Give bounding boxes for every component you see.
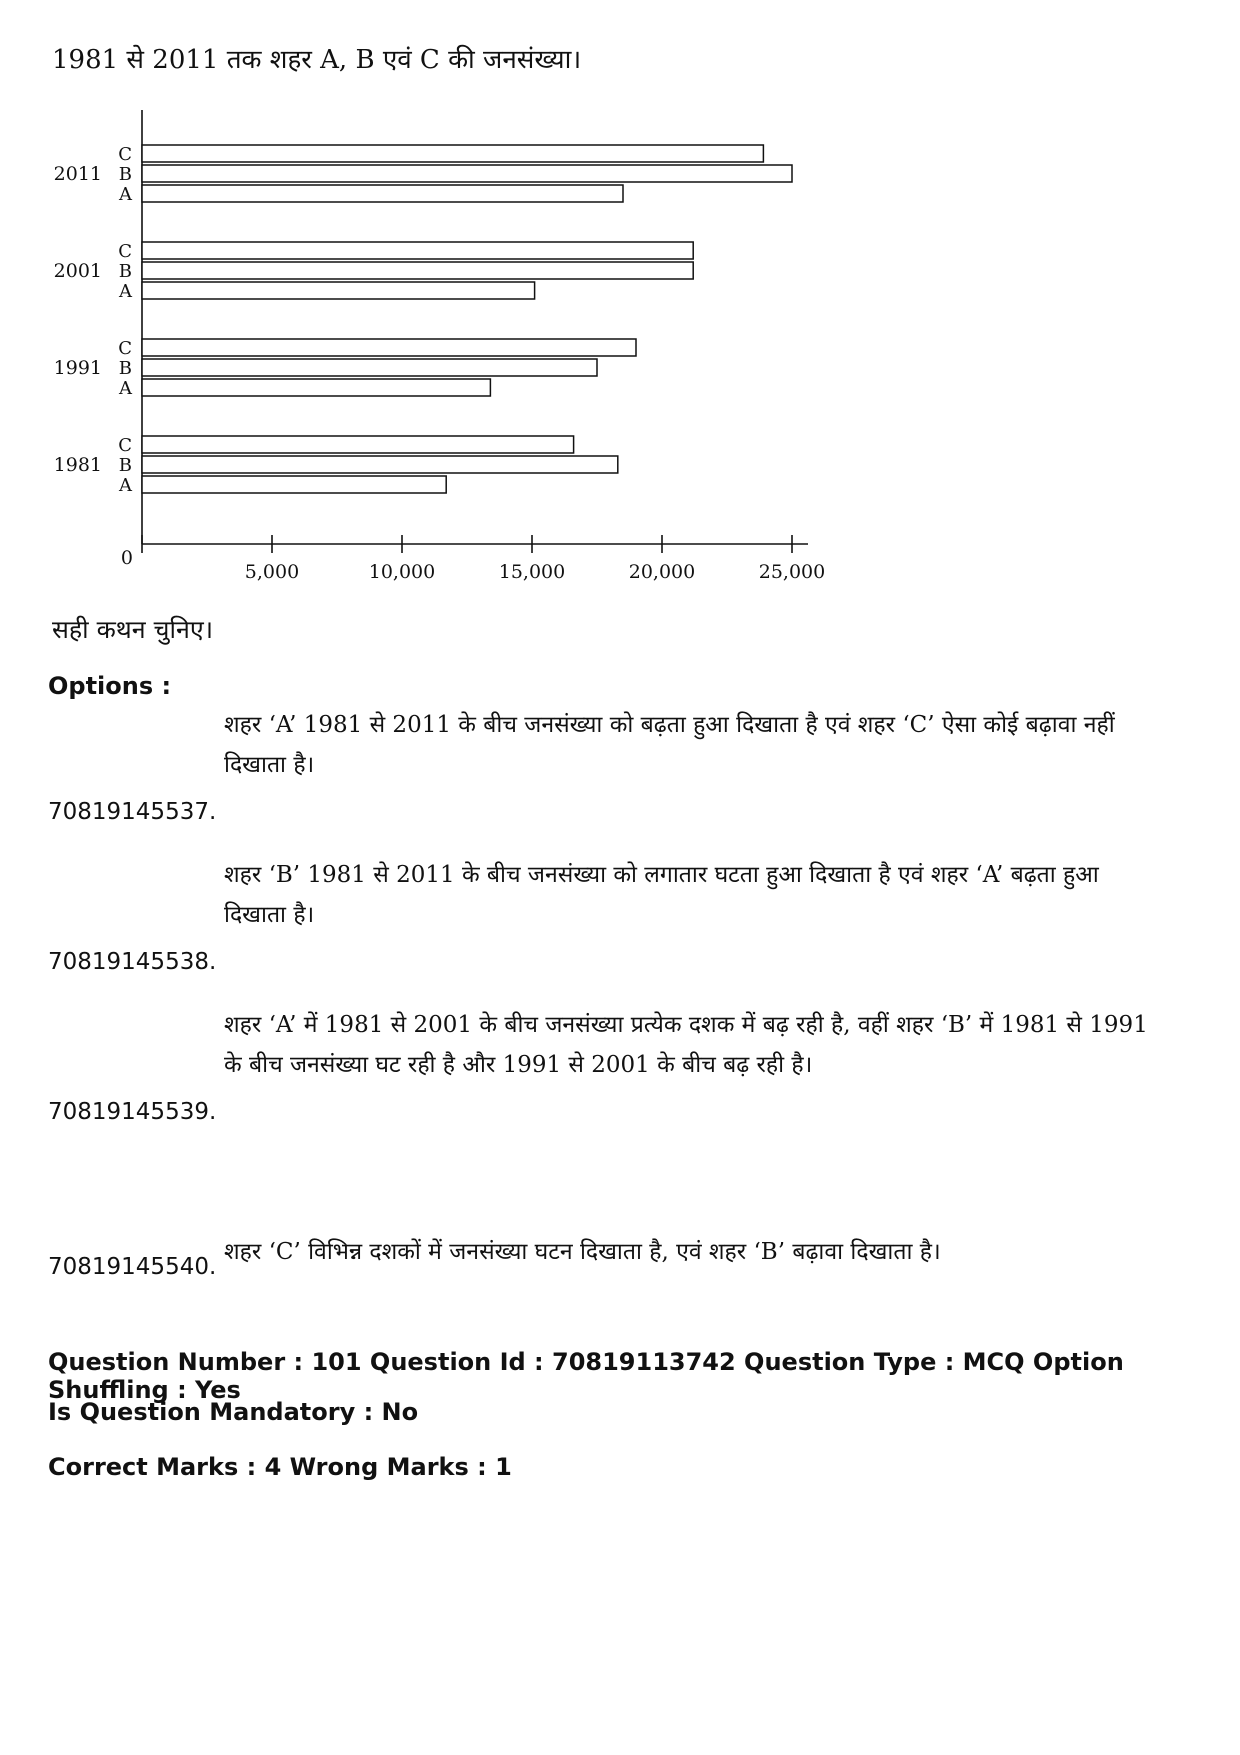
series-label: C xyxy=(118,338,132,359)
x-tick-label: 15,000 xyxy=(498,561,566,583)
option-id: 70819145539. xyxy=(48,1099,217,1125)
bar xyxy=(142,242,693,259)
bar xyxy=(142,282,535,299)
series-label: A xyxy=(119,378,132,399)
option-3[interactable] xyxy=(48,1005,1168,1125)
option-text: शहर ‘A’ 1981 से 2011 के बीच जनसंख्या को बढ़ता हुआ दिखाता है एवं शहर ‘C’ ऐसा कोई बढ़ावा नहीं दिखाता है। xyxy=(224,712,1115,778)
bar xyxy=(142,359,597,376)
x-tick-label: 10,000 xyxy=(368,561,436,583)
group-label: 1981 xyxy=(53,454,102,476)
series-label: B xyxy=(118,261,132,282)
bar xyxy=(142,145,763,162)
bar xyxy=(142,262,693,279)
chart-svg xyxy=(40,100,860,600)
option-1[interactable] xyxy=(48,705,1168,825)
population-bar-chart xyxy=(40,100,860,605)
x-tick-label: 0 xyxy=(120,547,133,569)
bar xyxy=(142,339,636,356)
option-text: शहर ‘B’ 1981 से 2011 के बीच जनसंख्या को लगातार घटता हुआ दिखाता है एवं शहर ‘A’ बढ़ता हुआ दिखाता है। xyxy=(224,862,1099,928)
marks-line: Correct Marks : 4 Wrong Marks : 1 xyxy=(48,1453,512,1481)
option-text: शहर ‘A’ में 1981 से 2001 के बीच जनसंख्या प्रत्येक दशक में बढ़ रही है, वहीं शहर ‘B’ में 1981 से 1991 के बीच जनसंख्या घट रही है और 1991 से 2001 के बीच बढ़ रही है। xyxy=(224,1012,1148,1078)
group-label: 2011 xyxy=(53,163,102,185)
option-text: शहर ‘C’ विभिन्न दशकों में जनसंख्या घटन दिखाता है, एवं शहर ‘B’ बढ़ावा दिखाता है। xyxy=(224,1239,941,1265)
question-title: 1981 से 2011 तक शहर A, B एवं C की जनसंख्या। xyxy=(52,45,582,75)
question-meta-line: Question Number : 101 Question Id : 70819113742 Question Type : MCQ Option Shuffling : Yes xyxy=(48,1348,1124,1404)
option-2[interactable] xyxy=(48,855,1168,975)
bar xyxy=(142,456,618,473)
series-label: C xyxy=(118,144,132,165)
bar xyxy=(142,165,792,182)
series-label: A xyxy=(119,281,132,302)
question-mandatory-line: Is Question Mandatory : No xyxy=(48,1398,419,1426)
series-label: B xyxy=(118,358,132,379)
series-label: C xyxy=(118,241,132,262)
bar xyxy=(142,185,623,202)
x-tick-label: 20,000 xyxy=(628,561,696,583)
group-label: 1991 xyxy=(53,357,102,379)
series-label: A xyxy=(119,184,132,205)
option-id: 70819145540. xyxy=(48,1254,217,1280)
options-label: Options : xyxy=(48,672,172,700)
x-tick-label: 25,000 xyxy=(758,561,826,583)
series-label: B xyxy=(118,455,132,476)
series-label: B xyxy=(118,164,132,185)
question-instruction: सही कथन चुनिए। xyxy=(52,615,214,644)
x-tick-label: 5,000 xyxy=(244,561,300,583)
option-id: 70819145537. xyxy=(48,799,217,825)
option-id: 70819145538. xyxy=(48,949,217,975)
bar xyxy=(142,436,574,453)
bar xyxy=(142,379,490,396)
bar xyxy=(142,476,446,493)
option-4[interactable] xyxy=(48,1160,1168,1280)
series-label: C xyxy=(118,435,132,456)
series-label: A xyxy=(119,475,132,496)
group-label: 2001 xyxy=(53,260,102,282)
